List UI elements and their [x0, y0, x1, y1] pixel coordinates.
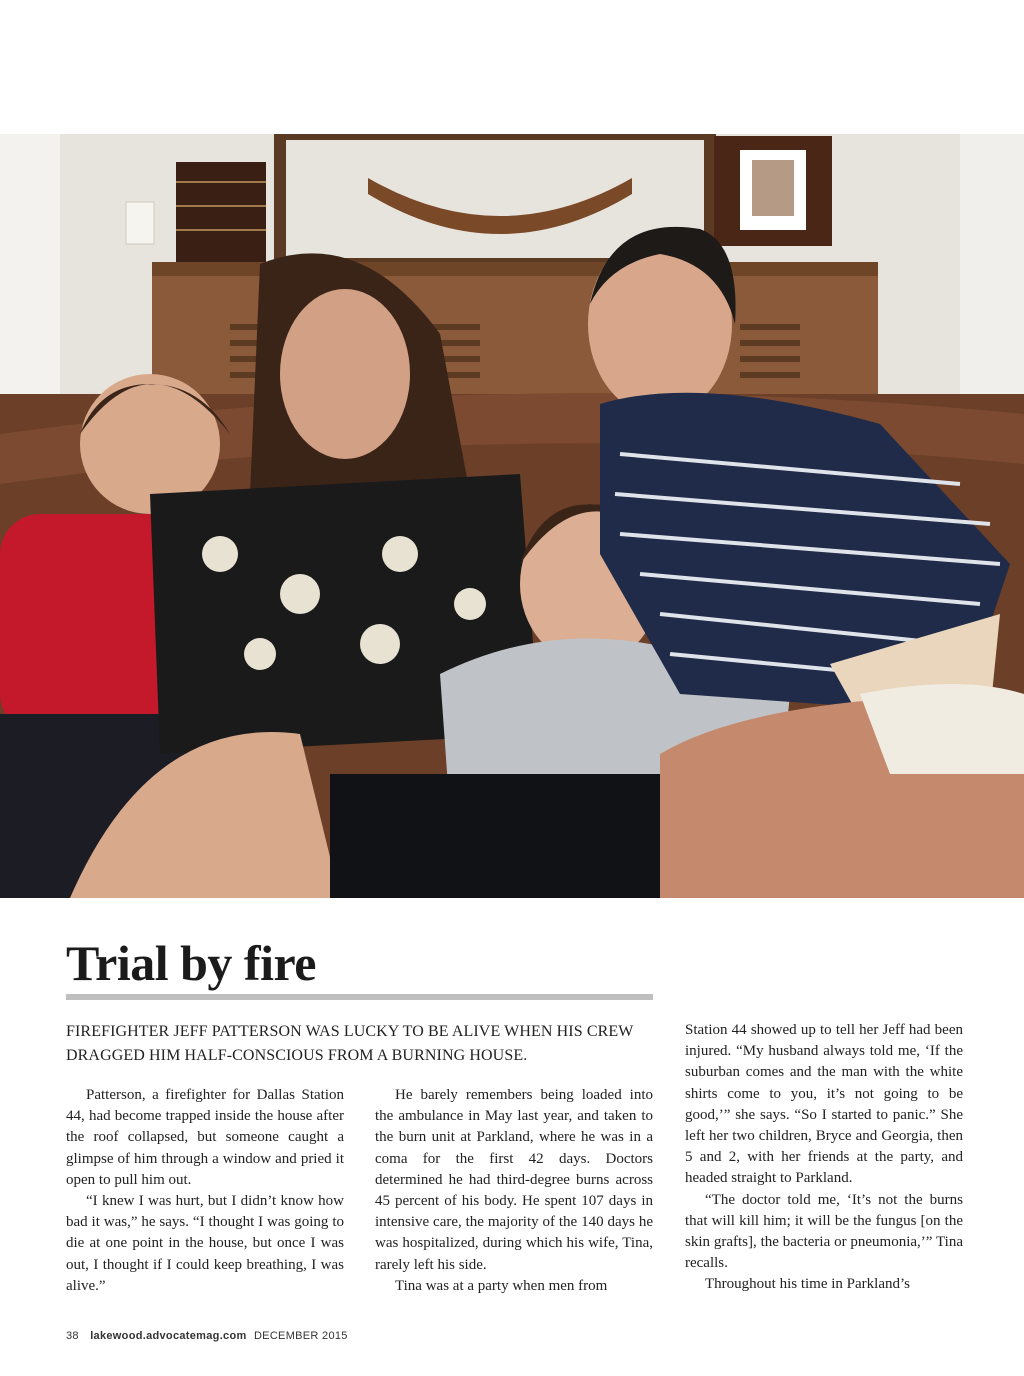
- paragraph: “I knew I was hurt, but I didn’t know how bad it was,” he says. “I thought I was going to die at one point in the house, but once I was out, I thought if I could keep breathing, I was alive.”: [66, 1193, 344, 1294]
- page-number: 38: [66, 1330, 79, 1342]
- paragraph: He barely remembers being loaded into the ambulance in May last year, and taken to the burn unit at Parkland, where he was in a coma for the first 42 days. Doctors determined he had third-degree burns across 45 percent of his body. He spent 107 days in intensive care, the majority of the 140 days he was hospitalized, during which his wife, Tina, rarely left his side.: [375, 1087, 653, 1273]
- article-headline: Trial by fire: [66, 935, 316, 991]
- photo-illustration: [0, 134, 1024, 898]
- paragraph: Patterson, a firefighter for Dallas Station 44, had become trapped inside the house after the roof collapsed, but someone caught a glimpse of him through a window and pried it open to pull him out.: [66, 1087, 344, 1188]
- article-column-2: [375, 1085, 653, 1297]
- paragraph: “The doctor told me, ‘It’s not the burns that will kill him; it will be the fungus [on the skin grafts], the bacteria or pneumonia,’” Tina recalls.: [685, 1191, 963, 1272]
- family-portrait-photo: [0, 134, 1024, 898]
- paragraph: Station 44 showed up to tell her Jeff had been injured. “My husband always told me, ‘If the suburban comes and the man with the white shirts come to you, it’s not going to be good,’” she says. “So I started to panic.” She left her two children, Bryce and Georgia, then 5 and 2, with her friends at the party, and headed straight to Parkland.: [685, 1022, 963, 1187]
- issue-date: DECEMBER 2015: [253, 1330, 348, 1342]
- paragraph: Tina was at a party when men from: [395, 1277, 608, 1294]
- article-column-1: [66, 1085, 344, 1297]
- paragraph: Throughout his time in Parkland’s: [705, 1276, 910, 1293]
- page-footer: [66, 1330, 348, 1342]
- headline-rule: [66, 994, 653, 1000]
- article-column-3: [685, 1020, 963, 1296]
- article-deck: FIREFIGHTER JEFF PATTERSON WAS LUCKY TO BE ALIVE WHEN HIS CREW DRAGGED HIM HALF-CONSCIOUS FROM A BURNING HOUSE.: [66, 1023, 634, 1064]
- site-url: lakewood.advocatemag.com: [90, 1330, 247, 1342]
